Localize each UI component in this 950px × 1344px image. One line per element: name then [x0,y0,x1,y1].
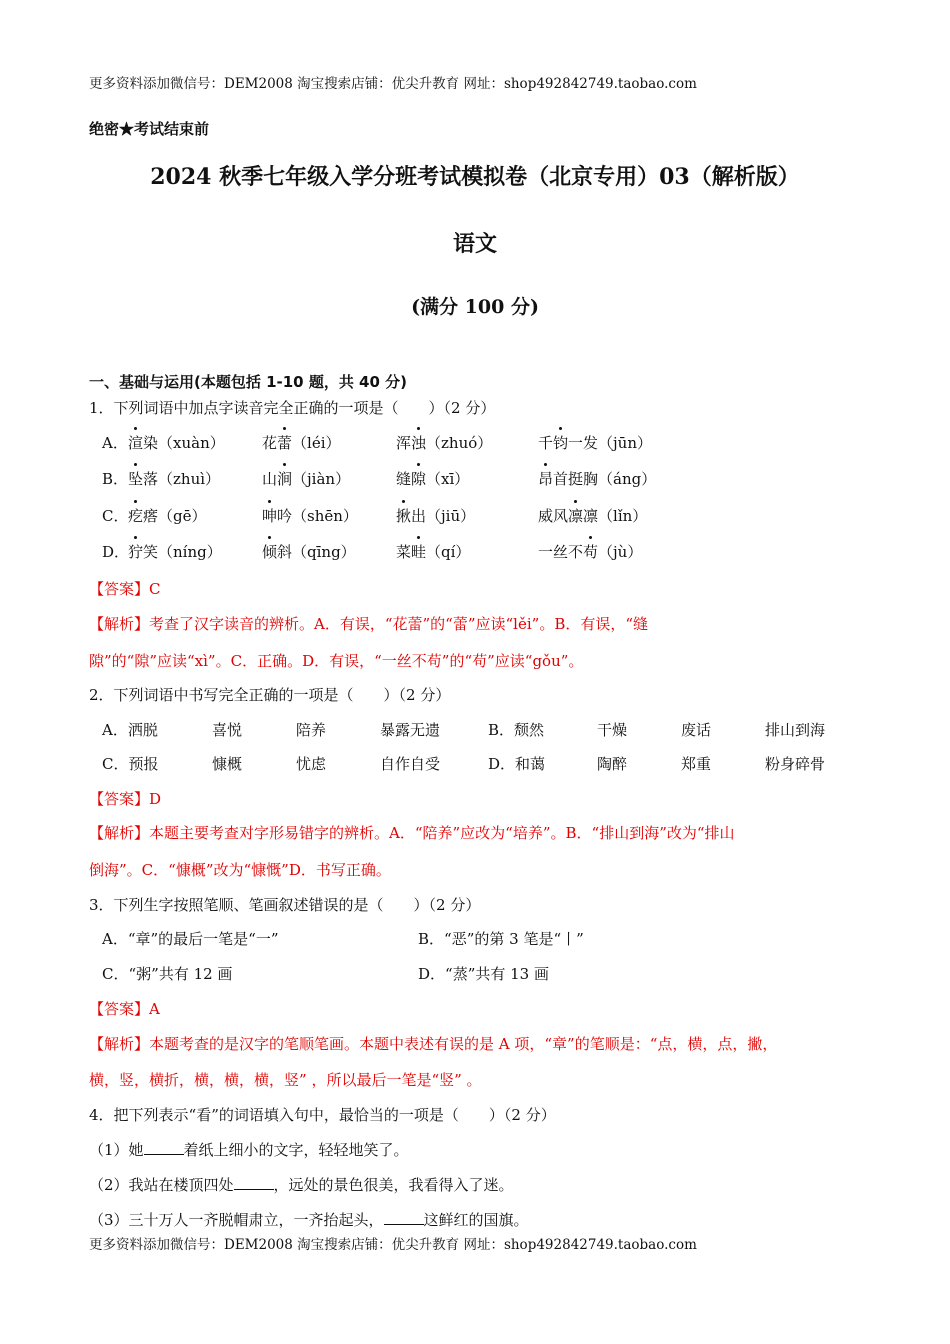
full-score: (满分 100 分) [411,296,539,318]
q4-sentence-1: （1）她 着纸上细小的文字，轻轻地笑了。 [89,1141,409,1159]
q1-word: 昂首挺胸（áng） [538,470,657,488]
q4-sentence-2: （2）我站在楼顶四处 ，远处的景色很美，我看得入了迷。 [89,1176,514,1194]
page-footer-note: 更多资料添加微信号：DEM2008 淘宝搜索店铺：优尖升教育 网址：shop492842749.taobao.com [89,1237,697,1253]
q2-word: 陶醉 [597,755,628,773]
q2-answer: 【答案】D [89,790,162,808]
question-4-stem: 4．把下列表示“看”的词语填入句中，最恰当的一项是（ ）（2 分） [89,1106,556,1124]
q1-word: 一丝不苟（jù） [538,543,643,561]
q2-word: 喜悦 [212,721,243,739]
q1-word: 菜畦（qí） [396,543,471,561]
q2-word: 郑重 [681,755,712,773]
q3-option-c: C．“粥”共有 12 画 [102,965,233,983]
q2-word: A．洒脱 [102,721,158,739]
q2-word: 暴露无遗 [380,721,441,739]
q3-analysis-line: 【解析】本题考查的是汉字的笔顺笔画。本题中表述有误的是 A 项，“章”的笔顺是：“点，横，点，撇， [89,1035,778,1053]
q1-word: 山涧（jiàn） [262,470,351,488]
section-heading: 一、基础与运用(本题包括 1-10 题，共 40 分) [89,373,408,391]
subject-title: 语文 [452,231,497,257]
q1-word: 揪出（jiū） [396,507,476,525]
q1-analysis-line: 隙”的“隙”应读“xì”。C．正确。D．有误，“一丝不苟”的“苟”应读“gǒu”。 [89,652,584,670]
q2-word: 自作自受 [380,755,441,773]
q1-option-label: C． [102,507,129,525]
q1-word: 疙瘩（gē） [128,507,207,525]
q3-option-a: A．“章”的最后一笔是“一” [102,930,279,948]
blank-line [234,1175,274,1190]
q1-word: 渲染（xuàn） [128,434,225,452]
q2-word: 慷概 [212,755,243,773]
q1-word: 花蕾（léi） [262,434,341,452]
q4-sentence-3: （3）三十万人一齐脱帽肃立，一齐抬起头， 这鲜红的国旗。 [89,1211,529,1229]
question-3-stem: 3．下列生字按照笔顺、笔画叙述错误的是（ ）（2 分） [89,896,481,914]
q1-analysis-line: 【解析】考查了汉字读音的辨析。A．有误，“花蕾”的“蕾”应读“lěi”。B．有误，“缝 [89,615,649,633]
q1-option-label: D． [102,543,130,561]
document-title: 2024 秋季七年级入学分班考试模拟卷（北京专用）03（解析版） [150,164,800,190]
q2-word: B．颓然 [488,721,545,739]
page-header-note: 更多资料添加微信号：DEM2008 淘宝搜索店铺：优尖升教育 网址：shop492842749.taobao.com [89,76,697,92]
q2-word: D．和蔼 [488,755,546,773]
q2-word: 陪养 [296,721,327,739]
q2-word: 粉身碎骨 [765,755,826,773]
q1-word: 狞笑（níng） [128,543,222,561]
confidential-label: 绝密★考试结束前 [89,120,210,138]
question-2-stem: 2．下列词语中书写完全正确的一项是（ ）（2 分） [89,686,451,704]
blank-line [144,1140,184,1155]
q1-word: 浑浊（zhuó） [396,434,493,452]
q1-word: 威风凛凛（lǐn） [538,507,648,525]
q1-word: 呻吟（shēn） [262,507,358,525]
blank-line [384,1210,424,1225]
q3-option-d: D．“蒸”共有 13 画 [418,965,549,983]
q3-option-b: B．“恶”的第 3 笔是“丨” [418,930,584,948]
q2-word: 干燥 [597,721,628,739]
q1-answer: 【答案】C [89,580,161,598]
q2-word: 忧虑 [296,755,327,773]
q2-word: 废话 [681,721,712,739]
q1-word: 坠落（zhuì） [128,470,221,488]
q2-word: C．预报 [102,755,159,773]
q1-word: 缝隙（xī） [396,470,470,488]
q2-analysis-line: 【解析】本题主要考查对字形易错字的辨析。A．“陪养”应改为“培养”。B．“排山到海”改为“排山 [89,824,735,842]
q1-word: 倾斜（qīng） [262,543,356,561]
q1-option-label: B． [102,470,129,488]
question-1-stem: 1．下列词语中加点字读音完全正确的一项是（ ）（2 分） [89,399,496,417]
q3-analysis-line: 横，竖，横折，横，横，横，竖” ，所以最后一笔是“竖” 。 [89,1071,482,1089]
q1-word: 千钧一发（jūn） [538,434,653,452]
q2-word: 排山到海 [765,721,826,739]
q1-option-label: A． [102,434,128,452]
q2-analysis-line: 倒海”。C．“慷概”改为“慷慨”D．书写正确。 [89,861,391,879]
q3-answer: 【答案】A [89,1000,160,1018]
